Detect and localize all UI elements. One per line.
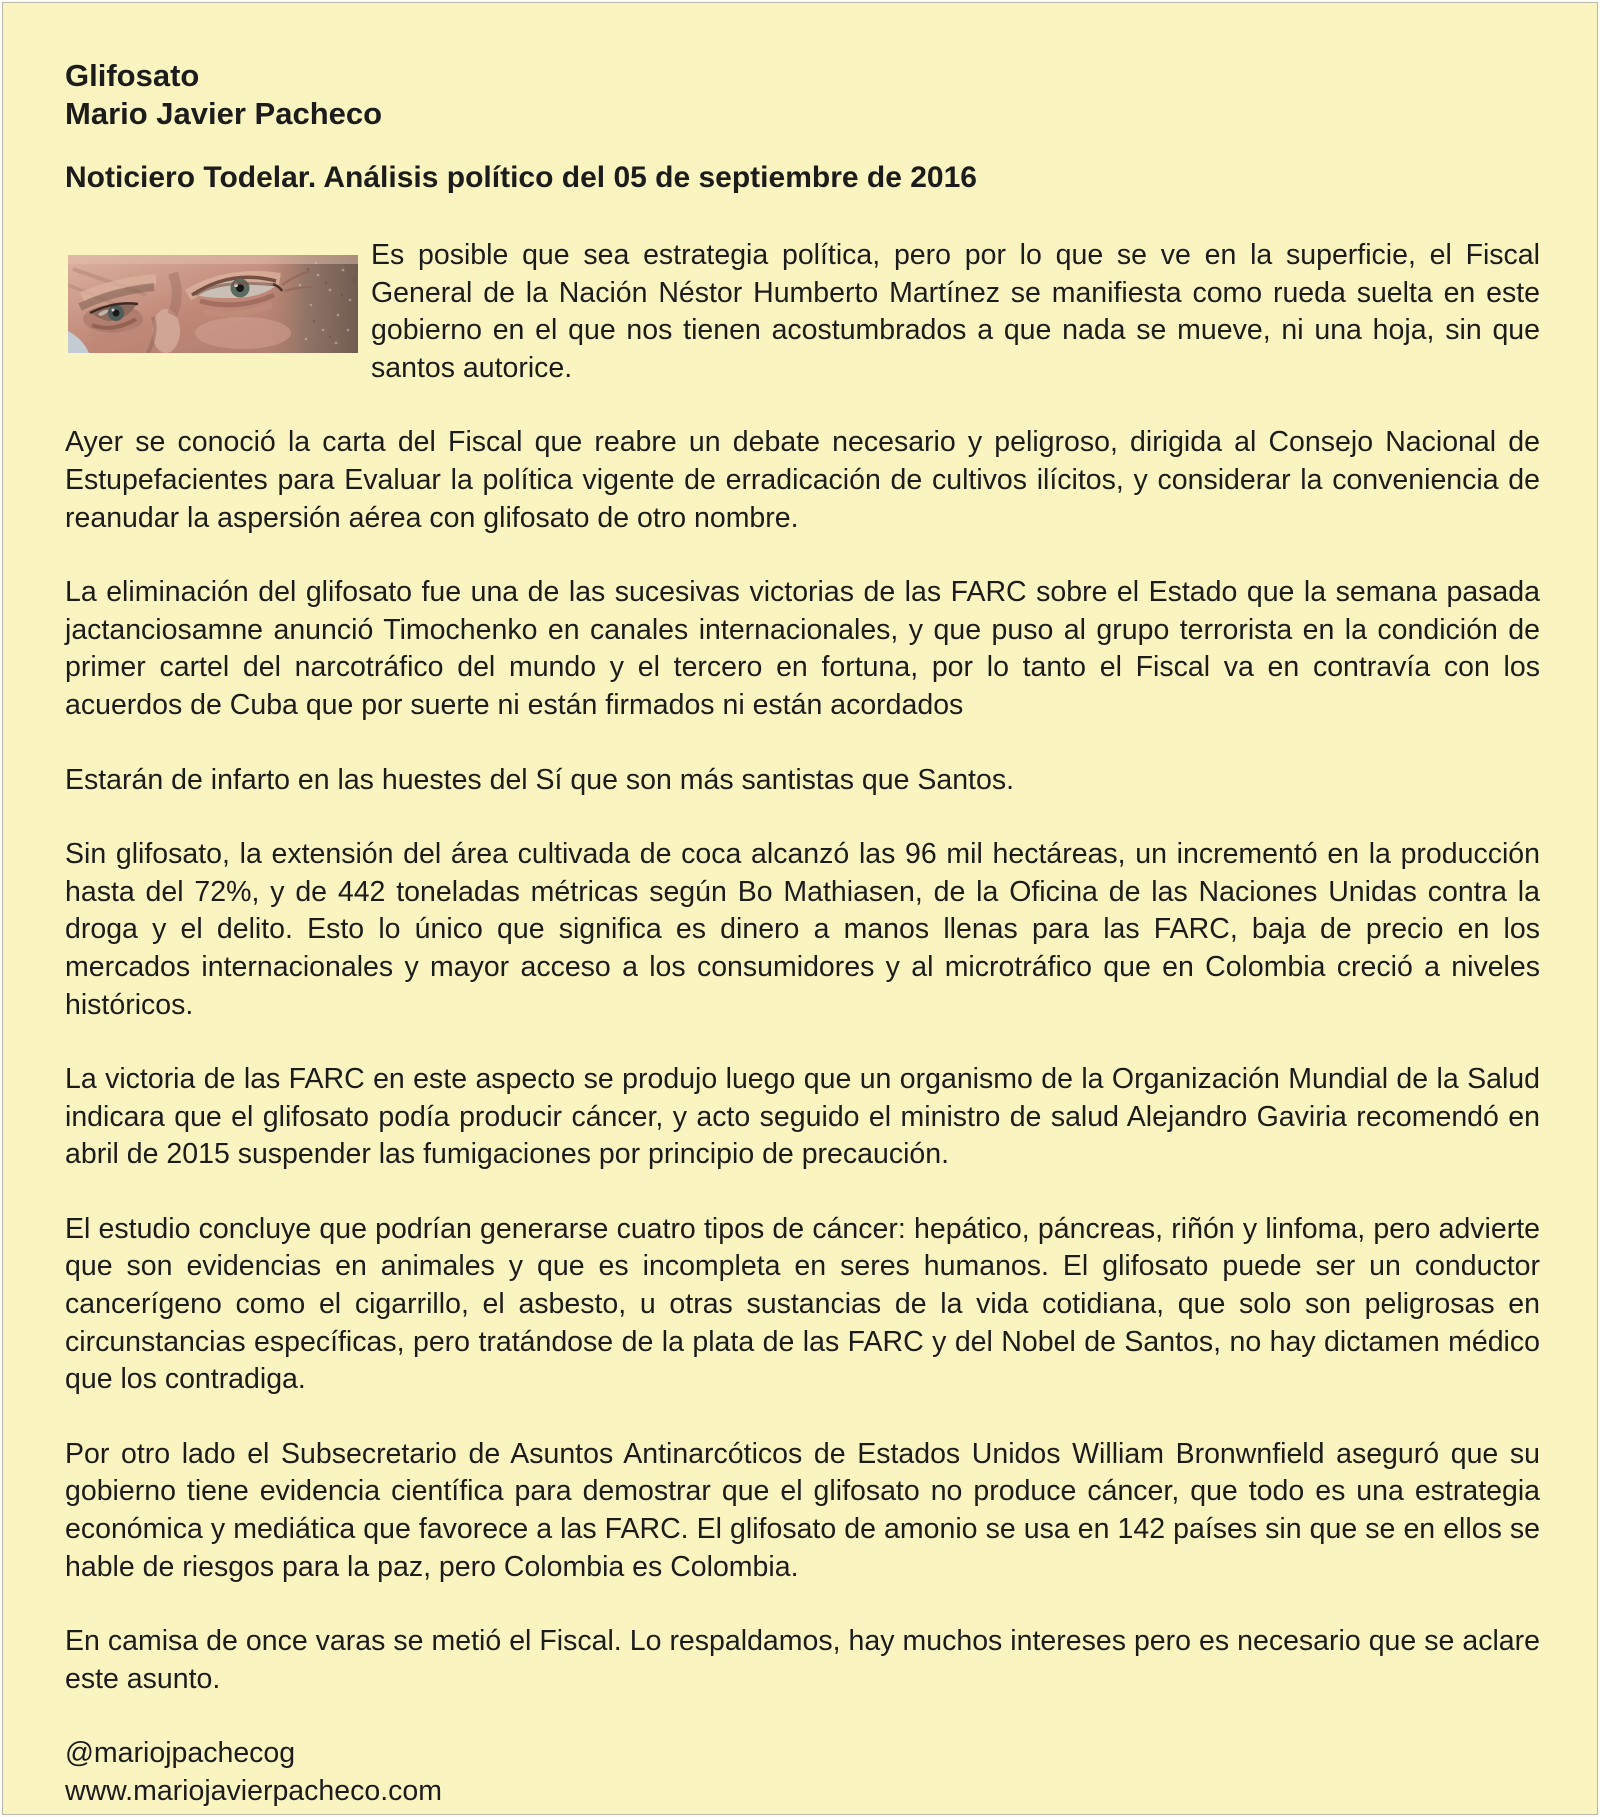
website-url: www.mariojavierpacheco.com bbox=[65, 1775, 442, 1807]
paragraph: Es posible que sea estrategia política, pero por lo que se ve en la superficie, el Fiscal General de la Nación Néstor Humberto Martínez se manifiesta como rueda suelta en este gobierno en el que nos tienen acostumbrados a que nada se mueve, ni una hoja, sin que santos autorice. bbox=[371, 239, 1540, 384]
eyes-closeup-photo bbox=[68, 255, 358, 353]
paragraph: Por otro lado el Subsecretario de Asuntos Antinarcóticos de Estados Unidos William Bronwnfield aseguró que su gobierno tiene evidencia científica para demostrar que el glifosato no produce cáncer, que todo es una estrategia económica y mediática que favorece a las FARC. El glifosato de amonio se usa en 142 países sin que se en ellos se hable de riesgos para la paz, pero Colombia es Colombia. bbox=[65, 1437, 1540, 1583]
article-subtitle: Noticiero Todelar. Análisis político del 05 de septiembre de 2016 bbox=[65, 161, 977, 194]
article-author: Mario Javier Pacheco bbox=[65, 96, 383, 131]
title-block bbox=[65, 57, 1540, 133]
paragraph: Sin glifosato, la extensión del área cultivada de coca alcanzó las 96 mil hectáreas, un incrementó en la producción hasta del 72%, y de 442 toneladas métricas según Bo Mathiasen, de la Oficina de las Naciones Unidas contra la droga y el delito. Esto lo único que significa es dinero a manos llenas para las FARC, baja de precio en los mercados internacionales y mayor acceso a los consumidores y al microtráfico que en Colombia creció a niveles históricos. bbox=[65, 838, 1540, 1021]
paragraph: El estudio concluye que podrían generarse cuatro tipos de cáncer: hepático, páncreas, riñón y linfoma, pero advierte que son evidencias en animales y que es incompleta en seres humanos. El glifosato puede ser un conductor cancerígeno como el cigarrillo, el asbesto, u otras sustancias de la vida cotidiana, que solo son peligrosas en circunstancias específicas, pero tratándose de la plata de las FARC y del Nobel de Santos, no hay dictamen médico que los contradiga. bbox=[65, 1212, 1540, 1396]
paragraph: La victoria de las FARC en este aspecto se produjo luego que un organismo de la Organización Mundial de la Salud indicara que el glifosato podía producir cáncer, y acto seguido el ministro de salud Alejandro Gaviria recomendó en abril de 2015 suspender las fumigaciones por principio de precaución. bbox=[65, 1063, 1540, 1171]
footer-block bbox=[65, 1735, 1540, 1810]
paragraph: La eliminación del glifosato fue una de las sucesivas victorias de las FARC sobre el Estado que la semana pasada jactanciosamne anunció Timochenko en canales internacionales, y que puso al grupo terrorista en la condición de primer cartel del narcotráfico del mundo y el tercero en fortuna, por lo tanto el Fiscal va en contravía con los acuerdos de Cuba que por suerte ni están firmados ni están acordados bbox=[65, 576, 1540, 721]
paragraph: Ayer se conoció la carta del Fiscal que reabre un debate necesario y peligroso, dirigida al Consejo Nacional de Estupefacientes para Evaluar la política vigente de erradicación de cultivos ilícitos, y considerar la conveniencia de reanudar la aspersión aérea con glifosato de otro nombre. bbox=[65, 426, 1540, 534]
paragraph: En camisa de once varas se metió el Fiscal. Lo respaldamos, hay muchos intereses pero es necesario que se aclare este asunto. bbox=[65, 1625, 1540, 1695]
twitter-handle: @mariojpachecog bbox=[65, 1737, 296, 1770]
eyes-closeup-photo-graphic bbox=[68, 255, 358, 353]
paragraph: Estarán de infarto en las huestes del Sí que son más santistas que Santos. bbox=[65, 763, 1014, 796]
article-title: Glifosato bbox=[65, 58, 200, 93]
article-page bbox=[2, 2, 1598, 1815]
